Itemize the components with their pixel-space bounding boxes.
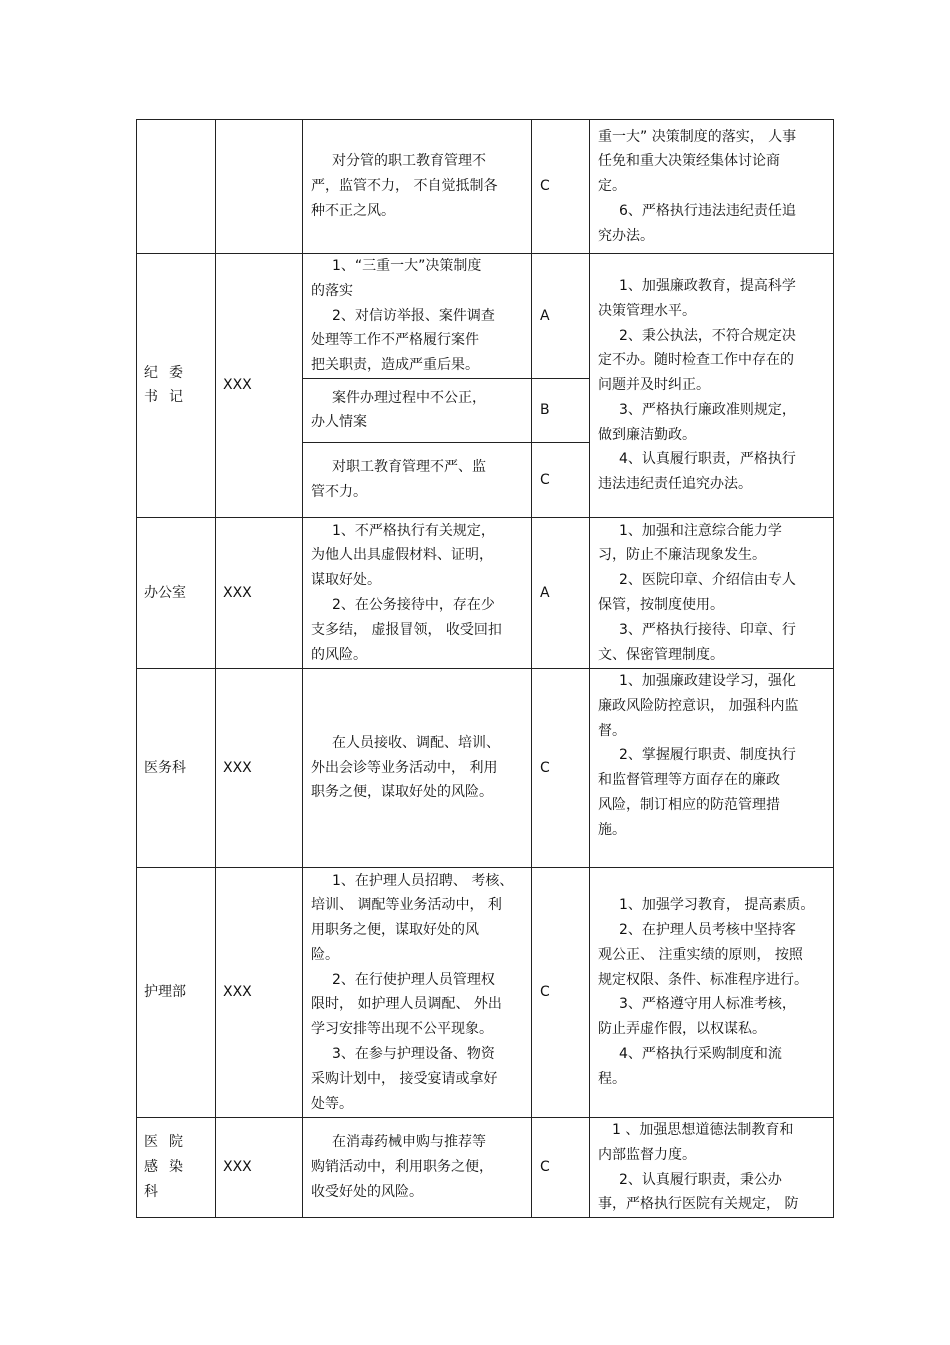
measures-cell: 1、加强学习教育， 提高素质。 2、在护理人员考核中坚持客 观公正、 注重实绩的原则， 按照 规定权限、条件、标准程序进行。 3、严格遵守用人标准考核， 防止弄虚作假，以权谋私。 4、严格执行采购制度和流 程。 (590, 867, 834, 1117)
person-cell: XXX (216, 1117, 303, 1217)
table-row (137, 120, 834, 254)
risk-cell: 1、不严格执行有关规定， 为他人出具虚假材料、证明， 谋取好处。 2、在公务接待中，存在少 支多结， 虚报冒领， 收受回扣 的风险。 (303, 517, 532, 668)
measures-cell: 重一大” 决策制度的落实， 人事 任免和重大决策经集体讨论商 定。 6、严格执行违法违纪责任追 究办法。 (590, 120, 834, 254)
risk-cell: 1、在护理人员招聘、 考核、 培训、 调配等业务活动中， 利 用职务之便，谋取好处的风 险。 2、在行使护理人员管理权 限时， 如护理人员调配、 外出 学习安排等出现不公平现象。 3、在参与护理设备、物资 采购计划中， 接受宴请或拿好 处等。 (303, 867, 532, 1117)
table-row (137, 254, 834, 379)
risk-level: C (532, 668, 590, 867)
measures-cell: 1、加强廉政教育，提高科学 决策管理水平。 2、秉公执法，不符合规定决 定不办。随时检查工作中存在的 问题并及时纠正。 3、严格执行廉政准则规定， 做到廉洁勤政。 4、认真履行职责，严格执行 违法违纪责任追究办法。 (590, 254, 834, 518)
risk-level: A (532, 517, 590, 668)
department-cell: 办公室 (137, 517, 216, 668)
table-row (137, 867, 834, 1117)
person-cell: XXX (216, 668, 303, 867)
person-cell: XXX (216, 254, 303, 518)
measures-cell: 1、加强廉政建设学习，强化 廉政风险防控意识， 加强科内监 督。 2、掌握履行职责、制度执行 和监督管理等方面存在的廉政 风险，制订相应的防范管理措 施。 (590, 668, 834, 867)
person-cell (216, 120, 303, 254)
department-cell: 医院感染科 (137, 1117, 216, 1217)
measures-cell: 1 、加强思想道德法制教育和 内部监督力度。 2、认真履行职责，秉公办 事，严格执行医院有关规定， 防 (590, 1117, 834, 1217)
risk-level: C (532, 1117, 590, 1217)
risk-cell: 案件办理过程中不公正， 办人情案 (303, 378, 532, 442)
risk-level: C (532, 442, 590, 517)
risk-level: B (532, 378, 590, 442)
risk-cell: 对职工教育管理不严、监 管不力。 (303, 442, 532, 517)
measures-cell: 1、加强和注意综合能力学 习，防止不廉洁现象发生。 2、医院印章、介绍信由专人 保管，按制度使用。 3、严格执行接待、印章、行 文、保密管理制度。 (590, 517, 834, 668)
risk-level: C (532, 867, 590, 1117)
person-cell: XXX (216, 867, 303, 1117)
table-row (137, 517, 834, 668)
risk-cell: 在人员接收、调配、培训、 外出会诊等业务活动中， 利用 职务之便，谋取好处的风险。 (303, 668, 532, 867)
table-row (137, 1117, 834, 1217)
risk-cell: 在消毒药械申购与推荐等 购销活动中，利用职务之便， 收受好处的风险。 (303, 1117, 532, 1217)
risk-cell: 1、“三重一大”决策制度 的落实 2、对信访举报、案件调查 处理等工作不严格履行案件 把关职责，造成严重后果。 (303, 254, 532, 379)
department-cell: 护理部 (137, 867, 216, 1117)
department-cell: 纪委书记 (137, 254, 216, 518)
risk-cell: 对分管的职工教育管理不 严，监管不力， 不自觉抵制各 种不正之风。 (303, 120, 532, 254)
department-cell (137, 120, 216, 254)
risk-level: C (532, 120, 590, 254)
risk-table (136, 119, 834, 1218)
risk-level: A (532, 254, 590, 379)
person-cell: XXX (216, 517, 303, 668)
table-row (137, 668, 834, 867)
department-cell: 医务科 (137, 668, 216, 867)
